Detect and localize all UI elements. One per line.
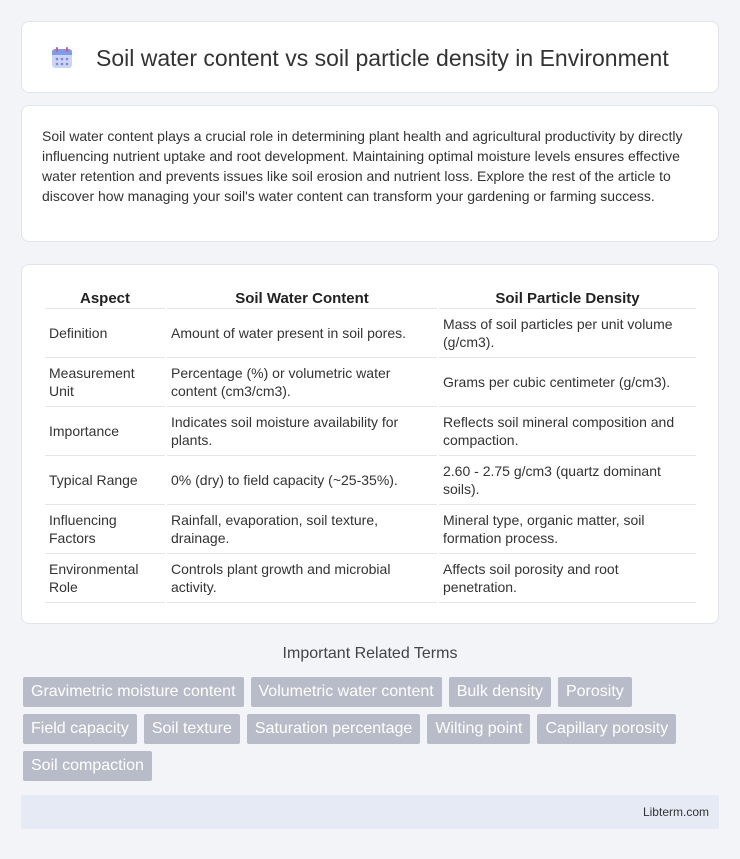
comparison-table-card [21, 264, 719, 624]
intro-card [21, 105, 719, 242]
table-cell-density: Mineral type, organic matter, soil formation process. [439, 505, 696, 554]
footer-site-link[interactable]: Libterm.com [642, 805, 709, 819]
table-cell-water: Rainfall, evaporation, soil texture, drainage. [167, 505, 437, 554]
table-cell-aspect: Influencing Factors [45, 505, 165, 554]
table-cell-density: Affects soil porosity and root penetration. [439, 554, 696, 603]
table-cell-water: Percentage (%) or volumetric water content (cm3/cm3). [167, 358, 437, 407]
title-card [21, 21, 719, 93]
related-term-tag[interactable]: Capillary porosity [537, 714, 676, 744]
related-term-tag[interactable]: Gravimetric moisture content [23, 677, 244, 707]
table-row [45, 407, 696, 456]
table-cell-aspect: Environmental Role [45, 554, 165, 603]
column-header-soil-particle-density: Soil Particle Density [439, 287, 696, 309]
table-cell-aspect: Typical Range [45, 456, 165, 505]
table-row [45, 309, 696, 358]
table-cell-water: Amount of water present in soil pores. [167, 309, 437, 358]
table-cell-aspect: Definition [45, 309, 165, 358]
table-cell-density: 2.60 - 2.75 g/cm3 (quartz dominant soils). [439, 456, 696, 505]
related-term-tag[interactable]: Saturation percentage [247, 714, 420, 744]
table-cell-aspect: Measurement Unit [45, 358, 165, 407]
table-cell-water: Controls plant growth and microbial activity. [167, 554, 437, 603]
related-term-tag[interactable]: Porosity [558, 677, 632, 707]
table-row [45, 358, 696, 407]
related-term-tag[interactable]: Soil compaction [23, 751, 152, 781]
table-cell-water: Indicates soil moisture availability for plants. [167, 407, 437, 456]
calendar-icon [49, 45, 75, 71]
related-term-tag[interactable]: Bulk density [449, 677, 551, 707]
related-term-tag[interactable]: Volumetric water content [251, 677, 442, 707]
related-term-tag[interactable]: Soil texture [144, 714, 240, 744]
column-header-soil-water-content: Soil Water Content [167, 287, 437, 309]
table-header-row [45, 287, 696, 309]
related-term-tag[interactable]: Field capacity [23, 714, 137, 744]
page-title: Soil water content vs soil particle density in Environment [96, 45, 669, 71]
column-header-aspect: Aspect [45, 287, 165, 309]
table-row [45, 505, 696, 554]
related-term-tag[interactable]: Wilting point [427, 714, 530, 744]
intro-paragraph: Soil water content plays a crucial role in determining plant health and agricultural productivity by directly influencing nutrient uptake and root development. Maintaining optimal moisture levels ensures effective water retention and prevents issues like soil erosion and nutrient loss. Explore the rest of the article to discover how managing your soil's water content can transform your gardening or farming success. [42, 128, 683, 204]
table-row [45, 456, 696, 505]
comparison-table [43, 287, 698, 603]
table-cell-density: Mass of soil particles per unit volume (g/cm3). [439, 309, 696, 358]
table-cell-water: 0% (dry) to field capacity (~25-35%). [167, 456, 437, 505]
table-cell-aspect: Importance [45, 407, 165, 456]
footer [21, 795, 719, 829]
related-terms-heading: Important Related Terms [282, 645, 458, 662]
related-terms-list [23, 677, 713, 781]
table-cell-density: Reflects soil mineral composition and compaction. [439, 407, 696, 456]
table-cell-density: Grams per cubic centimeter (g/cm3). [439, 358, 696, 407]
table-row [45, 554, 696, 603]
